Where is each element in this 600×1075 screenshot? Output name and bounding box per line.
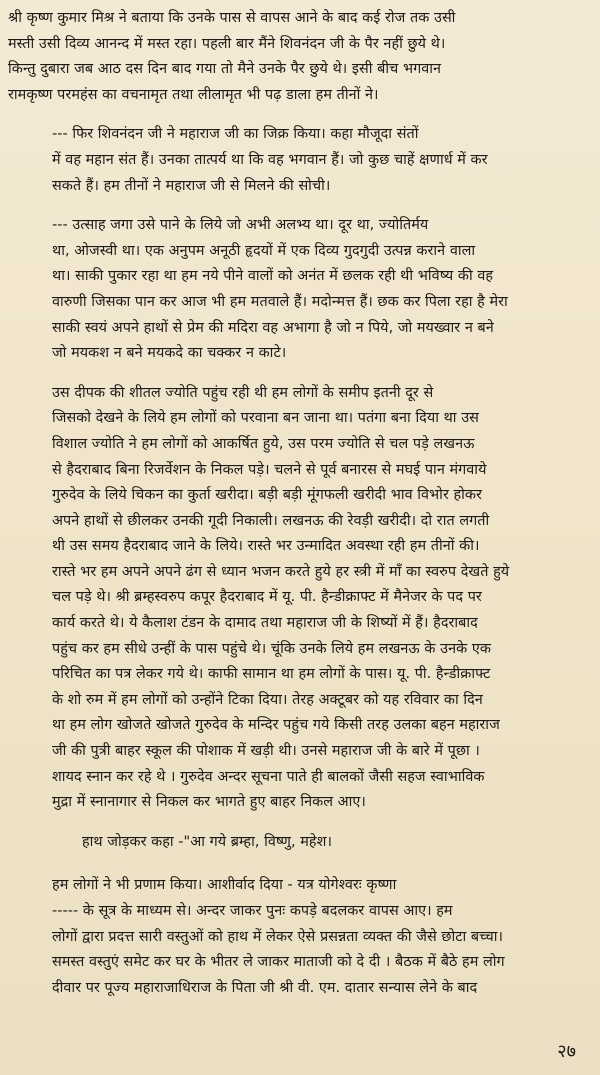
- text-line: था। साकी पुकार रहा था हम नये पीने वालों को अनंत में छलक रही थी भविष्य की वह: [52, 268, 494, 285]
- text-line: जिसको देखने के लिये हम लोगों को परवाना बन जाना था। पतंगा बना दिया था उस: [52, 410, 479, 427]
- text-line: अपने हाथों से छीलकर उनकी गूदी निकाली। लखनऊ की रेवड़ी खरीदी। दो रात लगती: [52, 512, 490, 529]
- paragraph: [8, 213, 590, 367]
- paragraph: [8, 873, 590, 1001]
- text-line: गुरुदेव के लिये चिकन का कुर्ता खरीदा। बड़ी बड़ी मूंगफली खरीदी भाव विभोर होकर: [52, 487, 482, 504]
- text-line: साकी स्वयं अपने हाथों से प्रेम की मदिरा वह अभागा है जो न पिये, जो मयख्वार न बने: [52, 319, 494, 336]
- text-line: में वह महान संत हैं। उनका तात्पर्य था कि वह भगवान हैं। जो कुछ चाहें क्षणार्ध में कर: [52, 151, 488, 168]
- text-line: विशाल ज्योति ने हम लोगों को आकर्षित हुये, उस परम ज्योति से चल पड़े लखनऊ: [52, 435, 475, 452]
- text-line: समस्त वस्तुएं समेट कर घर के भीतर ले जाकर माताजी को दे दी । बैठक में बैठे हम लोग: [52, 954, 505, 971]
- text-line: दीवार पर पूज्य महाराजाधिराज के पिता जी श्री वी. एम. दातार सन्यास लेने के बाद: [52, 979, 478, 996]
- text-line: --- फिर शिवनंदन जी ने महाराज जी का जिक्र किया। कहा मौजूदा संतों: [52, 126, 419, 143]
- body-text: [8, 6, 590, 1001]
- text-line: के शो रुम में हम लोगों को उन्होंने टिका दिया। तेरह अक्टूबर को यह रविवार का दिन: [52, 691, 483, 708]
- text-line: रास्ते भर हम अपने अपने ढंग से ध्यान भजन करते हुये हर स्त्री में माँ का स्वरुप देखते हुये: [52, 563, 510, 580]
- text-line: वारुणी जिसका पान कर आज भी हम मतवाले हैं। मदोन्मत्त हैं। छक कर पिला रहा है मेरा: [52, 293, 508, 310]
- text-line: परिचित का पत्र लेकर गये थे। काफी सामान था हम लोगों के पास। यू. पी. हैन्डीक्राफ्ट: [52, 666, 491, 683]
- paragraph: [8, 381, 590, 816]
- text-line: मस्ती उसी दिव्य आनन्द में मस्त रहा। पहली बार मैंने शिवनंदन जी के पैर नहीं छुये थे।: [8, 35, 446, 52]
- text-line: सकते हैं। हम तीनों ने महाराज जी से मिलने की सोची।: [52, 177, 331, 194]
- text-line: चल पड़े थे। श्री ब्रम्हस्वरुप कपूर हैदराबाद में यू. पी. हैन्डीक्राफ्ट में मैनेजर के पद पर: [52, 589, 482, 606]
- text-line: मुद्रा में स्नानागार से निकल कर भागते हुए बाहर निकल आए।: [52, 794, 366, 811]
- text-line: --- उत्साह जगा उसे पाने के लिये जो अभी अलभ्य था। दूर था, ज्योतिर्मय: [52, 217, 429, 234]
- text-line: शायद स्नान कर रहे थे । गुरुदेव अन्दर सूचना पाते ही बालकों जैसी सहज स्वाभाविक: [52, 768, 485, 785]
- text-line: किन्तु दुबारा जब आठ दस दिन बाद गया तो मैने उनके पैर छुये थे। इसी बीच भगवान: [8, 61, 442, 78]
- text-line: पहुंच कर हम सीधे उन्हीं के पास पहुंचे थे। चूंकि उनके लिये हम लखनऊ के उनके एक: [52, 640, 491, 657]
- text-line: हम लोगों ने भी प्रणाम किया। आशीर्वाद दिया - यत्र योगेश्वरः कृष्णा: [52, 877, 397, 894]
- text-line: था हम लोग खोजते खोजते गुरुदेव के मन्दिर पहुंच गये किसी तरह उलका बहन महाराज: [52, 717, 500, 734]
- text-line: रामकृष्ण परमहंस का वचनामृत तथा लीलामृत भी पढ़ डाला हम तीनों ने।: [8, 86, 379, 103]
- text-line: हाथ जोड़कर कहा -"आ गये ब्रम्हा, विष्णु, महेश।: [82, 833, 332, 850]
- text-line: ----- के सूत्र के माध्यम से। अन्दर जाकर पुनः कपड़े बदलकर वापस आए। हम: [52, 903, 453, 919]
- paragraph: [8, 6, 590, 108]
- text-line: जी की पुत्री बाहर स्कूल की पोशाक में खड़ी थी। उनसे महाराज जी के बारे में पूछा ।: [52, 743, 480, 760]
- text-line: थी उस समय हैदराबाद जाने के लिये। रास्ते भर उन्मादित अवस्था रही हम तीनों की।: [52, 538, 480, 555]
- text-line: श्री कृष्ण कुमार मिश्र ने बताया कि उनके पास से वापस आने के बाद कई रोज तक उसी: [8, 10, 456, 26]
- text-line: लोगों द्वारा प्रदत्त सारी वस्तुओं को हाथ में लेकर ऐसे प्रसन्नता व्यक्त की जैसे छोटा बच्चा।: [52, 928, 504, 945]
- text-line: उस दीपक की शीतल ज्योति पहुंच रही थी हम लोगों के समीप इतनी दूर से: [52, 384, 434, 401]
- paragraph: [8, 830, 590, 856]
- text-line: जो मयकश न बने मयकदे का चक्कर न काटे।: [52, 345, 287, 362]
- text-line: से हैदराबाद बिना रिजर्वेशन के निकल पड़े। चलने से पूर्व बनारस से मघई पान मंगवाये: [52, 461, 487, 478]
- page-number: २७: [557, 1041, 576, 1062]
- paragraph: [8, 122, 590, 199]
- text-line: कार्य करते थे। ये कैलाश टंडन के दामाद तथा महाराज जी के शिष्यों में हैं। हैदराबाद: [52, 615, 478, 632]
- text-line: था, ओजस्वी था। एक अनुपम अनूठी हृदयों में एक दिव्य गुदगुदी उत्पन्न कराने वाला: [52, 242, 476, 259]
